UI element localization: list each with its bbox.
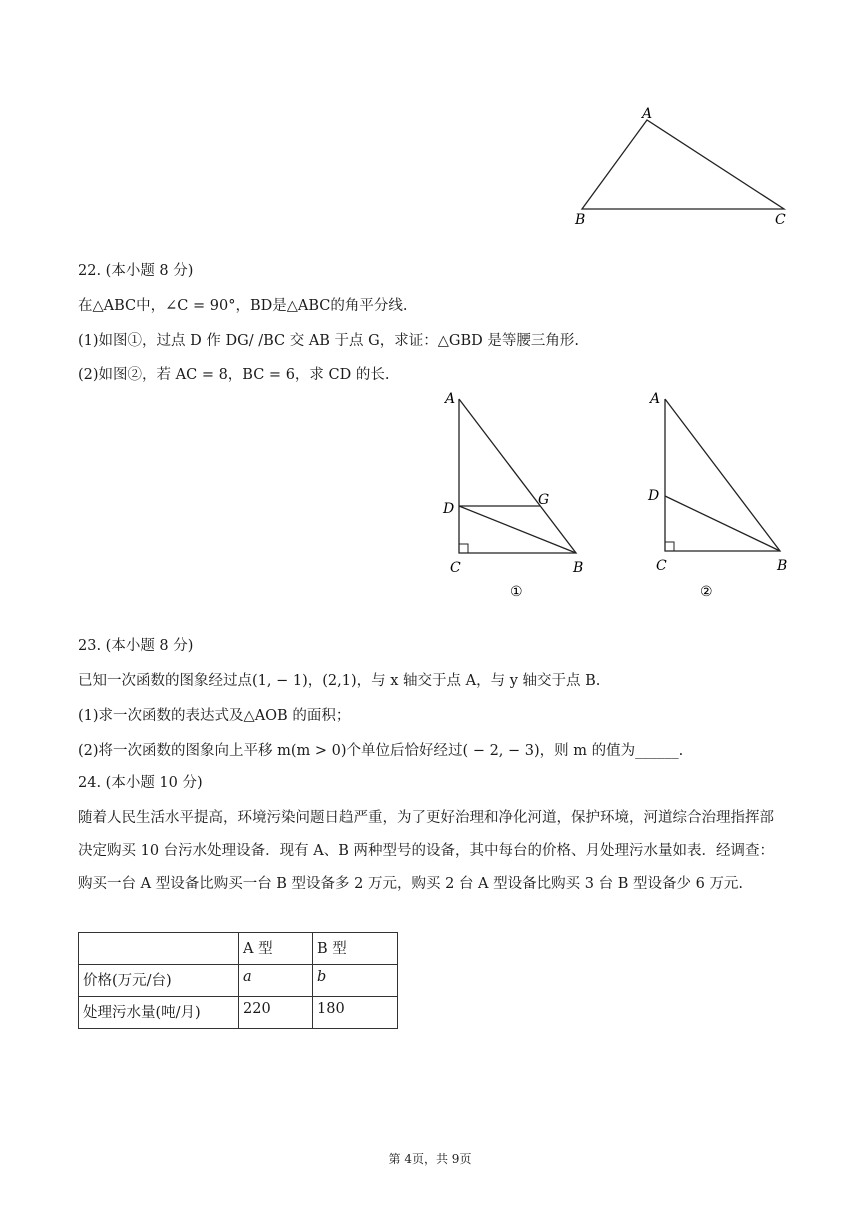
table-row xyxy=(79,997,398,1029)
fig2-label-a: A xyxy=(650,391,661,407)
table-cell: B 型 xyxy=(313,933,398,965)
fig1-label-d: D xyxy=(443,501,455,517)
q22-part2: (2)如图②，若 AC = 8，BC = 6，求 CD 的长. xyxy=(78,367,390,383)
q24-header: 24. (本小题 10 分) xyxy=(78,775,203,791)
vertex-label-a: A xyxy=(642,106,653,122)
table-cell: 220 xyxy=(239,997,313,1029)
table-cell: b xyxy=(313,965,398,997)
q23-part1: (1)求一次函数的表达式及△AOB 的面积； xyxy=(78,708,351,724)
fig1-label-a: A xyxy=(445,391,456,407)
table-row xyxy=(79,933,398,965)
table-cell xyxy=(79,933,239,965)
q23-header: 23. (本小题 8 分) xyxy=(78,638,194,654)
q22-part1: (1)如图①，过点 D 作 DG/ /BC 交 AB 于点 G，求证：△GBD 是等腰三角形. xyxy=(78,333,579,349)
fig1-label-b: B xyxy=(573,560,584,576)
fig1-label-c: C xyxy=(450,560,461,576)
q24-stem: 随着人民生活水平提高，环境污染问题日趋严重，为了更好治理和净化河道，保护环境，河道综合治理指挥部决定购买 10 台污水处理设备．现有 A、B 两种型号的设备，其中每台的价格、月处理污水量如表．经调查：购买一台 A 型设备比购买一台 B 型设备多 2 万元，购买 2 台 A 型设备比购买 3 台 B 型设备少 6 万元. xyxy=(78,810,775,892)
table-cell: 处理污水量(吨/月) xyxy=(79,997,239,1029)
fig2-label-b: B xyxy=(777,558,788,574)
fig2-label-c: C xyxy=(656,558,667,574)
figure-2 xyxy=(640,385,820,605)
triangle-abc-figure xyxy=(570,100,800,235)
fig2-label-d: D xyxy=(648,488,660,504)
q22-stem: 在△ABC中，∠C = 90°，BD是△ABC的角平分线. xyxy=(78,298,408,314)
table-row xyxy=(79,965,398,997)
q23-stem: 已知一次函数的图象经过点(1, − 1)，(2,1)，与 x 轴交于点 A，与 y 轴交于点 B. xyxy=(78,673,601,689)
vertex-label-c: C xyxy=(775,212,786,228)
q23-part2: (2)将一次函数的图象向上平移 m(m > 0)个单位后恰好经过( − 2, − 3)，则 m 的值为______. xyxy=(78,743,684,759)
table-cell: 180 xyxy=(313,997,398,1029)
vertex-label-b: B xyxy=(575,212,586,228)
table-cell: A 型 xyxy=(239,933,313,965)
q22-header: 22. (本小题 8 分) xyxy=(78,263,194,279)
device-table xyxy=(78,932,398,1029)
figure-1 xyxy=(430,385,610,605)
fig1-label-g: G xyxy=(538,492,550,508)
table-cell: a xyxy=(239,965,313,997)
page-footer: 第 4页，共 9页 xyxy=(388,1152,472,1166)
fig2-caption: ② xyxy=(700,584,713,600)
table-cell: 价格(万元/台) xyxy=(79,965,239,997)
fig1-caption: ① xyxy=(510,584,523,600)
